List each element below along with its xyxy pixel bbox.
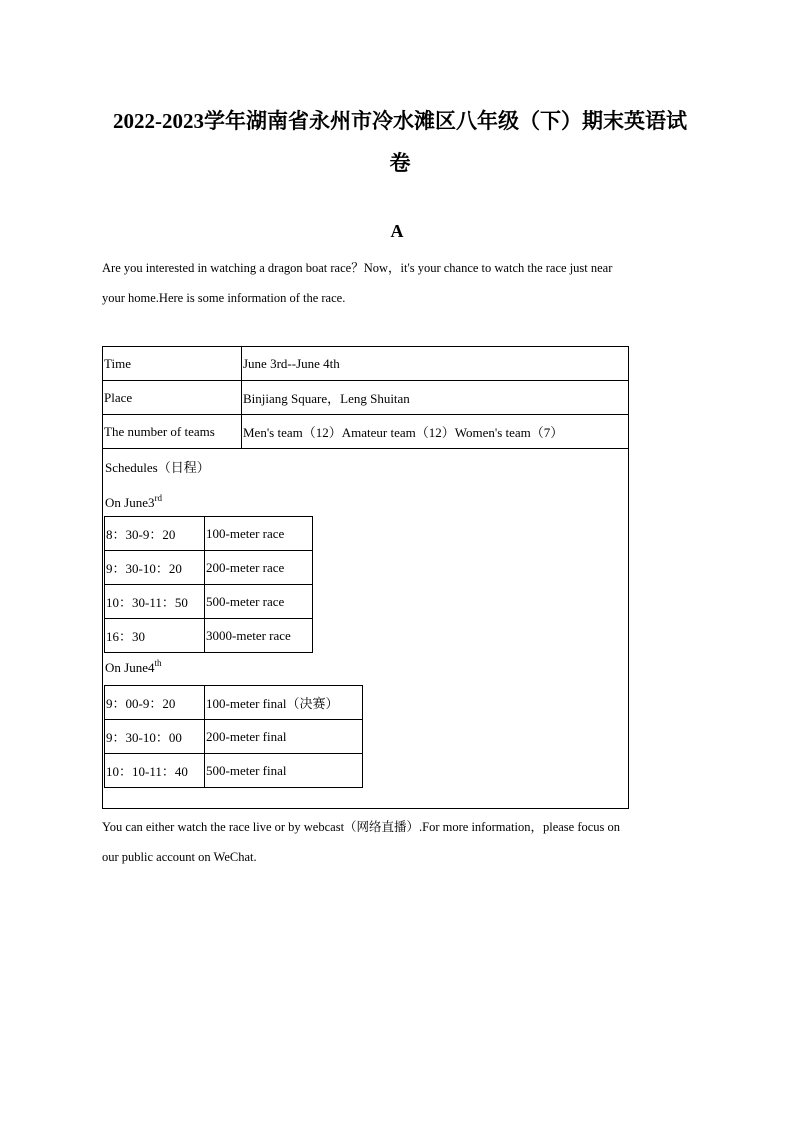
event-time: 16：30	[105, 619, 205, 653]
race-info-table	[102, 346, 629, 809]
day2-heading	[103, 658, 628, 678]
schedules-heading: Schedules（日程）	[105, 460, 210, 475]
event-name: 100-meter race	[205, 517, 313, 551]
intro-paragraph	[102, 253, 692, 313]
table-row	[103, 347, 629, 381]
table-row	[105, 517, 313, 551]
event-time: 10：10-11：40	[105, 754, 205, 788]
outro-paragraph	[102, 812, 692, 872]
event-name: 100-meter final（决赛）	[205, 686, 363, 720]
table-row	[105, 585, 313, 619]
event-time: 9：30-10：00	[105, 720, 205, 754]
event-name: 500-meter race	[205, 585, 313, 619]
place-value: Binjiang Square，Leng Shuitan	[242, 381, 629, 415]
table-row	[105, 619, 313, 653]
intro-line-1: Are you interested in watching a dragon boat race？Now，it's your chance to watch the race just near	[102, 261, 613, 275]
time-label: Time	[103, 347, 242, 381]
event-name: 200-meter final	[205, 720, 363, 754]
day1-schedule-table	[104, 516, 313, 653]
exam-title-line-1: 2022-2023学年湖南省永州市冷水滩区八年级（下）期末英语试	[113, 109, 687, 133]
event-name: 500-meter final	[205, 754, 363, 788]
exam-title-line-2: 卷	[389, 151, 411, 175]
intro-line-2: your home.Here is some information of the race.	[102, 291, 346, 305]
time-value: June 3rd--June 4th	[242, 347, 629, 381]
table-row	[105, 686, 363, 720]
section-label: A	[390, 221, 404, 241]
exam-title	[100, 100, 700, 184]
table-row	[105, 720, 363, 754]
table-row	[103, 415, 629, 449]
event-name: 200-meter race	[205, 551, 313, 585]
event-time: 9：30-10：20	[105, 551, 205, 585]
schedules-cell	[103, 449, 629, 809]
day1-heading	[103, 493, 628, 513]
outro-line-1: You can either watch the race live or by webcast（网络直播）.For more information，please focus on	[102, 820, 621, 834]
table-row	[103, 381, 629, 415]
day2-label: On June4	[105, 660, 155, 675]
day1-suffix: rd	[154, 493, 162, 503]
event-time: 9：00-9：20	[105, 686, 205, 720]
teams-label: The number of teams	[103, 415, 242, 449]
place-label: Place	[103, 381, 242, 415]
day2-schedule-table	[104, 685, 363, 788]
event-name: 3000-meter race	[205, 619, 313, 653]
table-row	[105, 754, 363, 788]
table-row	[103, 449, 629, 809]
teams-value: Men's team（12）Amateur team（12）Women's team（7）	[242, 415, 629, 449]
day2-suffix: th	[154, 658, 162, 668]
event-time: 10：30-11：50	[105, 585, 205, 619]
table-row	[105, 551, 313, 585]
event-time: 8：30-9：20	[105, 517, 205, 551]
outro-line-2: our public account on WeChat.	[102, 850, 257, 864]
day1-label: On June3	[105, 495, 155, 510]
